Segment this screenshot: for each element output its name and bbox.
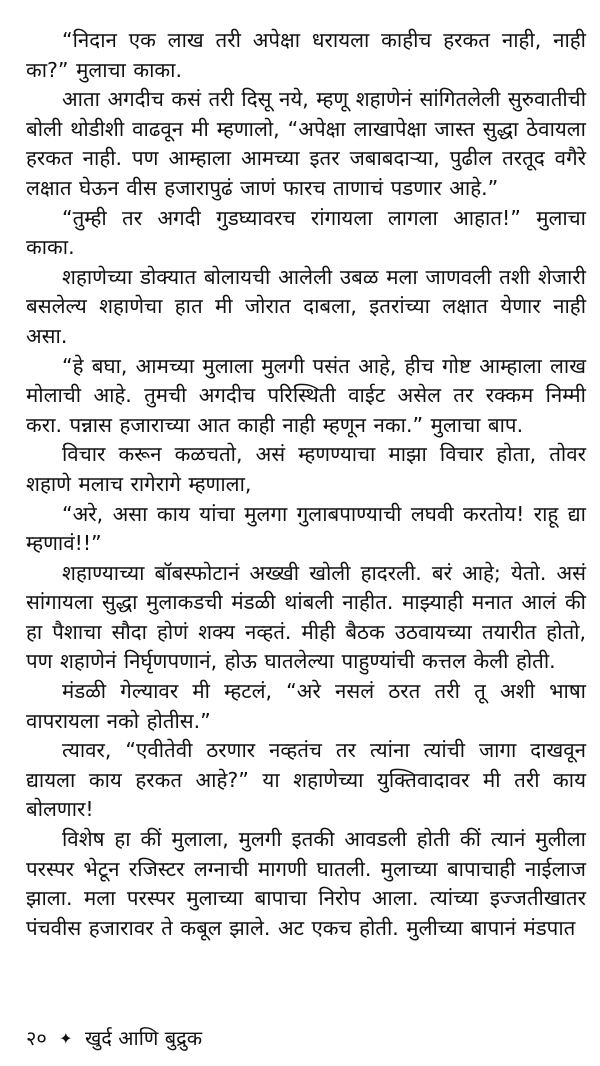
- page-number: २०: [26, 1026, 47, 1050]
- star-ornament-icon: ✦: [59, 1029, 73, 1048]
- paragraph-11: विशेष हा कीं मुलाला, मुलगी इतकी आवडली होती कीं त्यानं मुलीला परस्पर भेटून रजिस्टर लग्नाची मागणी घातली. मुलाच्या बापाचाही नाईलाज झाला. मला परस्पर मुलाच्या बापाचा निरोप आला. त्यांच्या इज्जतीखातर पंचवीस हजारावर ते कबूल झाले. अट एकच होती. मुलीच्या बापानं मंडपात: [26, 827, 586, 940]
- paragraph-4: शहाणेच्या डोक्यात बोलायची आलेली उबळ मला जाणवली तशी शेजारी बसलेल्य शहाणेचा हात मी जोरात दाबला, इतरांच्या लक्षात येणार नाही असा.: [26, 264, 586, 348]
- paragraph-3: “तुम्ही तर अगदी गुडघ्यावरच रांगायला लागला आहात!” मुलाचा काका.: [26, 205, 586, 260]
- page-body: [26, 26, 586, 943]
- paragraph-8: शहाण्याच्या बॉबस्फोटानं अख्खी खोली हादरली. बरं आहे; येतो. असं सांगायला सुद्धा मुलाकडची मंडळी थांबली नाहीत. माझ्याही मनात आलं की हा पैशाचा सौदा होणं शक्य नव्हतं. मीही बैठक उठवायच्या तयारीत होतो, पण शहाणेनं निर्घृणपणानं, होऊ घातलेल्या पाहुण्यांची कत्तल केली होती.: [26, 560, 586, 674]
- paragraph-2: आता अगदीच कसं तरी दिसू नये, म्हणू शहाणेनं सांगितलेली सुरुवातीची बोली थोडीशी वाढवून मी म्हणालो, “अपेक्षा लाखापेक्षा जास्त सुद्धा ठेवायला हरकत नाही. पण आम्हाला आमच्या इतर जबाबदाऱ्या, पुढील तरतूद वगैरे लक्षात घेऊन वीस हजारापुढं जाणं फारच ताणाचं पडणार आहे.”: [26, 87, 587, 200]
- paragraph-5: “हे बघा, आमच्या मुलाला मुलगी पसंत आहे, हीच गोष्ट आम्हाला लाख मोलाची आहे. तुमची अगदीच परिस्थिती वाईट असेल तर रक्कम निम्मी करा. पन्नास हजाराच्या आत काही नाही म्हणून नका.” मुलाचा बाप.: [26, 353, 586, 437]
- paragraph-10: त्यावर, “एवीतेवी ठरणार नव्हतंच तर त्यांना त्यांची जागा दाखवून द्यायला काय हरकत आहे?” या शहाणेच्या युक्तिवादावर मी तरी काय बोलणार!: [26, 738, 586, 822]
- paragraph-6: विचार करून कळचतो, असं म्हणण्याचा माझा विचार होता, तोवर शहाणे मलाच रागेरागे म्हणाला,: [26, 442, 586, 496]
- paragraph-7: “अरे, असा काय यांचा मुलगा गुलाबपाण्याची लघवी करतोय! राहू द्या म्हणावं!!”: [26, 501, 586, 556]
- paragraph-9: मंडळी गेल्यावर मी म्हटलं, “अरे नसलं ठरत तरी तू अशी भाषा वापरायला नको होतीस.”: [26, 679, 586, 733]
- running-title: खुर्द आणि बुद्रुक: [84, 1026, 203, 1050]
- paragraph-1: “निदान एक लाख तरी अपेक्षा धरायला काहीच हरकत नाही, नाही का?” मुलाचा काका.: [26, 28, 586, 82]
- page-footer: [26, 1024, 202, 1053]
